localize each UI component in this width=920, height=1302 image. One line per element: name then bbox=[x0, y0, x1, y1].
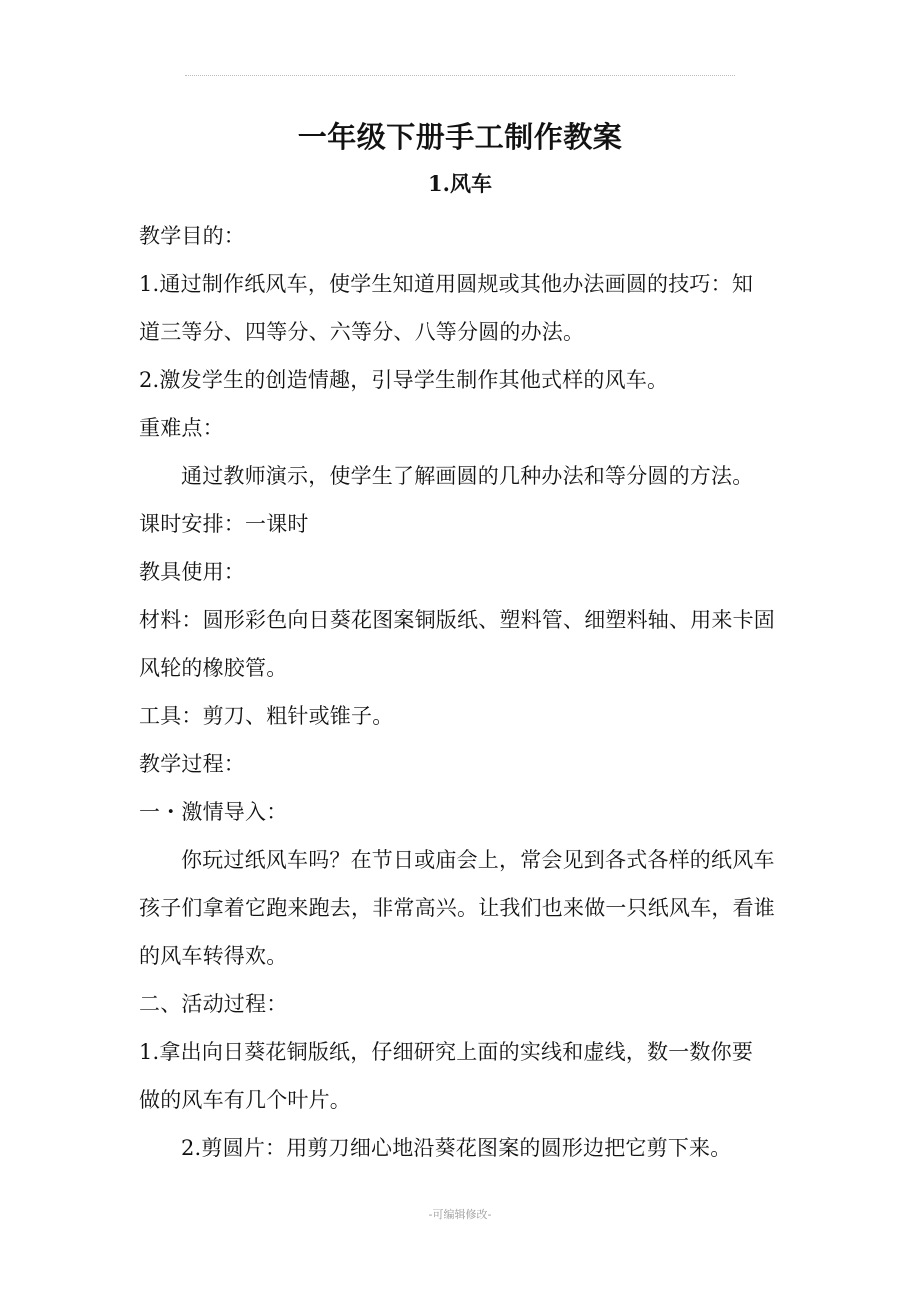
paragraph-line: 孩子们拿着它跑来跑去，非常高兴。让我们也来做一只纸风车，看谁 bbox=[139, 896, 775, 920]
header-divider bbox=[185, 75, 735, 76]
heading-key-points: 重难点： bbox=[139, 416, 224, 440]
paragraph-line: 你玩过纸风车吗？在节日或庙会上，常会见到各式各样的纸风车 bbox=[181, 848, 775, 872]
heading-teaching-aids: 教具使用： bbox=[139, 560, 245, 584]
section-title: 1.风车 bbox=[428, 171, 492, 196]
paragraph-line: 道三等分、四等分、六等分、八等分圆的办法。 bbox=[139, 320, 585, 344]
paragraph-line: 风轮的橡胶管。 bbox=[139, 656, 288, 680]
paragraph-line: 1.拿出向日葵花铜版纸，仔细研究上面的实线和虚线，数一数你要 bbox=[139, 1040, 754, 1064]
page-footer: -可编辑修改- bbox=[428, 1208, 492, 1221]
paragraph-line: 2.激发学生的创造情趣，引导学生制作其他式样的风车。 bbox=[139, 368, 669, 392]
subheading-intro: 一・激情导入： bbox=[139, 800, 288, 824]
paragraph-line: 课时安排：一课时 bbox=[139, 512, 309, 536]
paragraph-line: 工具：剪刀、粗针或锥子。 bbox=[139, 704, 394, 728]
paragraph-line: 的风车转得欢。 bbox=[139, 944, 288, 968]
paragraph-line: 做的风车有几个叶片。 bbox=[139, 1088, 351, 1112]
heading-teaching-goals: 教学目的： bbox=[139, 224, 245, 248]
paragraph-line: 1.通过制作纸风车，使学生知道用圆规或其他办法画圆的技巧：知 bbox=[139, 272, 754, 296]
subheading-activity: 二、活动过程： bbox=[139, 992, 288, 1016]
document-body bbox=[139, 212, 789, 1172]
paragraph-line: 材料：圆形彩色向日葵花图案铜版纸、塑料管、细塑料轴、用来卡固 bbox=[139, 608, 775, 632]
heading-teaching-process: 教学过程： bbox=[139, 752, 245, 776]
document-title: 一年级下册手工制作教案 bbox=[297, 120, 623, 154]
paragraph-line: 2.剪圆片：用剪刀细心地沿葵花图案的圆形边把它剪下来。 bbox=[181, 1136, 732, 1160]
paragraph-line: 通过教师演示，使学生了解画圆的几种办法和等分圆的方法。 bbox=[181, 464, 754, 488]
